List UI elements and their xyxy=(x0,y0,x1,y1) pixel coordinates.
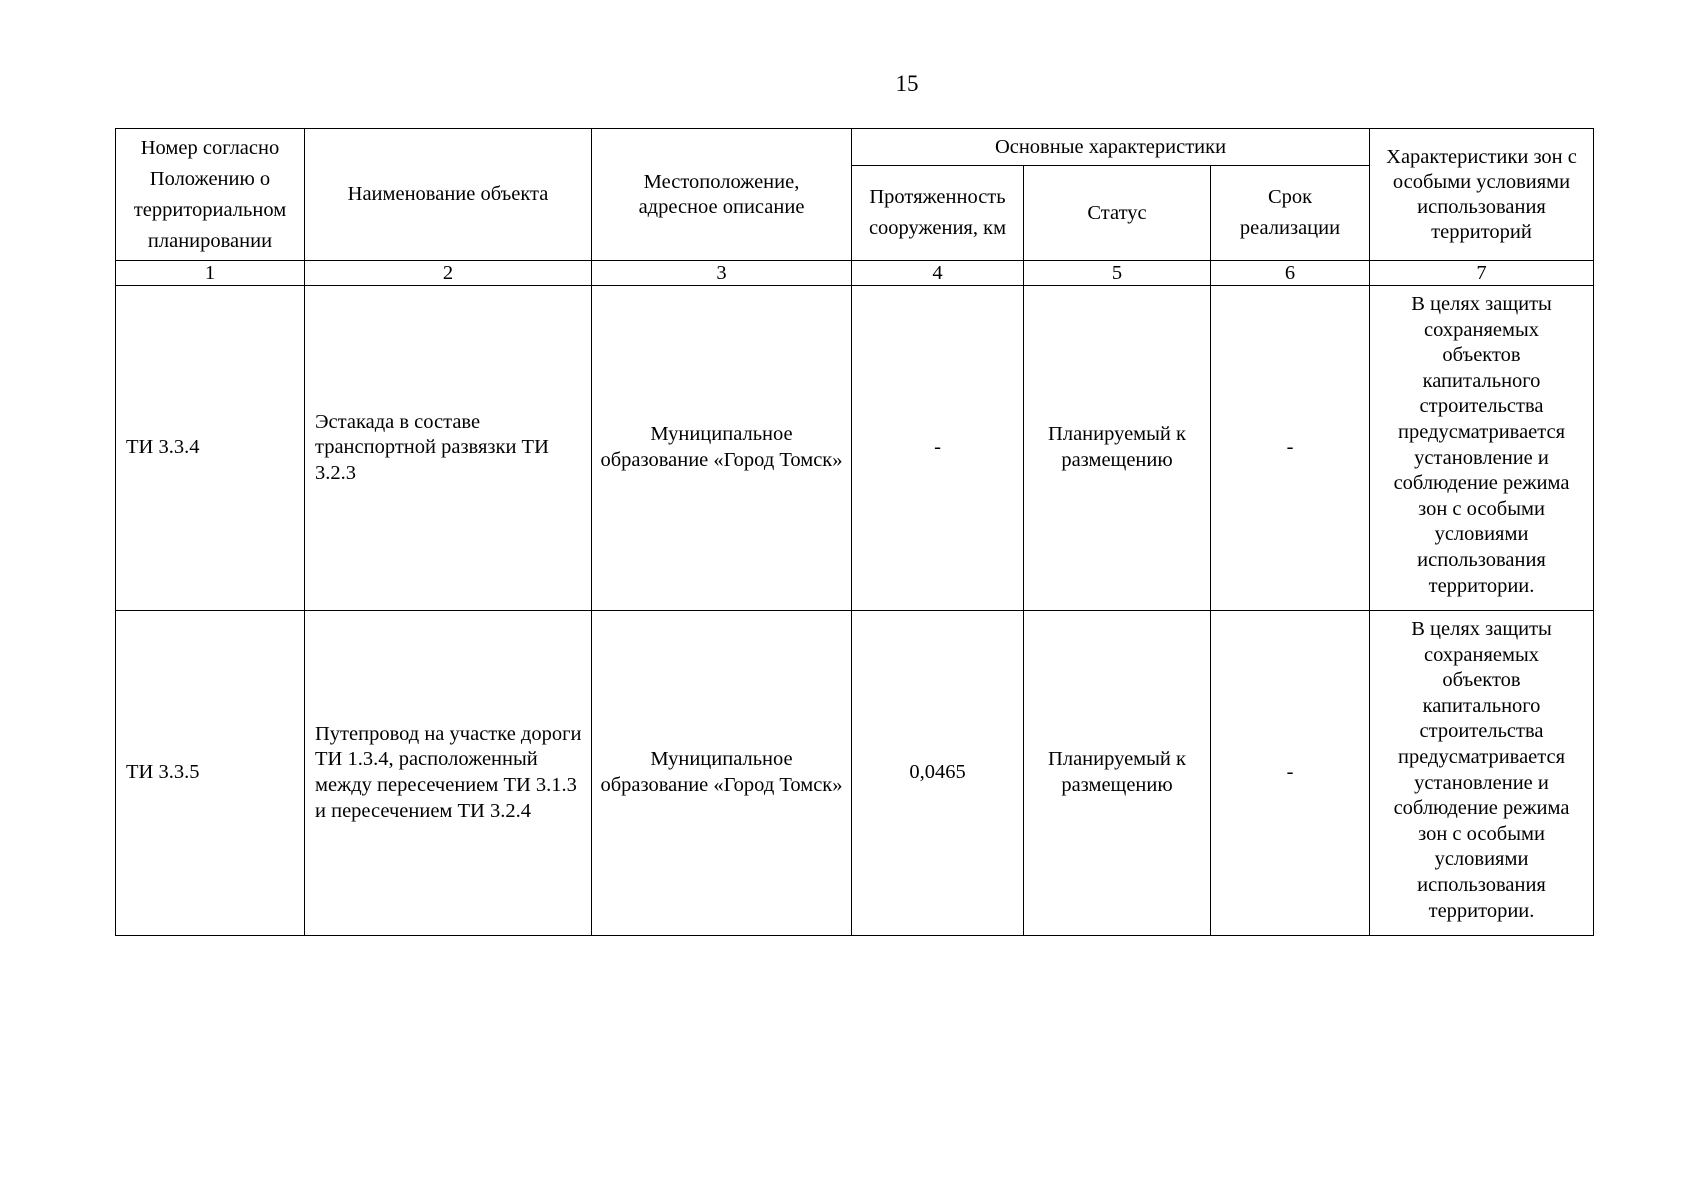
object-zones: В целях защиты сохраняемых объектов капитального строительства предусматривается установление и соблюдение режима зон с особыми условиями использования территории. xyxy=(1370,611,1594,936)
column-number: 3 xyxy=(592,261,852,286)
table-row xyxy=(116,611,1594,936)
column-number: 6 xyxy=(1211,261,1370,286)
header-term: Срок реализации xyxy=(1211,166,1370,261)
object-number: ТИ 3.3.5 xyxy=(116,611,305,936)
object-location: Муниципальное образование «Город Томск» xyxy=(592,611,852,936)
column-number: 1 xyxy=(116,261,305,286)
object-number: ТИ 3.3.4 xyxy=(116,286,305,611)
column-number: 2 xyxy=(305,261,592,286)
object-name: Путепровод на участке дороги ТИ 1.3.4, расположенный между пересечением ТИ 3.1.3 и пересечением ТИ 3.2.4 xyxy=(305,611,592,936)
object-status: Планируемый к размещению xyxy=(1024,286,1211,611)
header-name: Наименование объекта xyxy=(305,129,592,261)
column-number: 5 xyxy=(1024,261,1211,286)
header-length: Протяженность сооружения, км xyxy=(852,166,1024,261)
objects-table xyxy=(115,128,1594,936)
header-zones: Характеристики зон с особыми условиями использования территорий xyxy=(1370,129,1594,261)
object-term: - xyxy=(1211,611,1370,936)
object-zones: В целях защиты сохраняемых объектов капитального строительства предусматривается установление и соблюдение режима зон с особыми условиями использования территории. xyxy=(1370,286,1594,611)
column-number: 4 xyxy=(852,261,1024,286)
page-number: 15 xyxy=(895,71,919,96)
object-location: Муниципальное образование «Город Томск» xyxy=(592,286,852,611)
object-status: Планируемый к размещению xyxy=(1024,611,1211,936)
header-main-characteristics: Основные характеристики xyxy=(852,129,1370,166)
header-row-1 xyxy=(116,129,1594,166)
table-row xyxy=(116,286,1594,611)
header-number: Номер согласно Положению о территориальном планировании xyxy=(116,129,305,261)
object-length: 0,0465 xyxy=(852,611,1024,936)
column-number: 7 xyxy=(1370,261,1594,286)
header-location: Местоположение, адресное описание xyxy=(592,129,852,261)
header-status: Статус xyxy=(1024,166,1211,261)
column-numbers-row xyxy=(116,261,1594,286)
object-term: - xyxy=(1211,286,1370,611)
object-length: - xyxy=(852,286,1024,611)
object-name: Эстакада в составе транспортной развязки ТИ 3.2.3 xyxy=(305,286,592,611)
